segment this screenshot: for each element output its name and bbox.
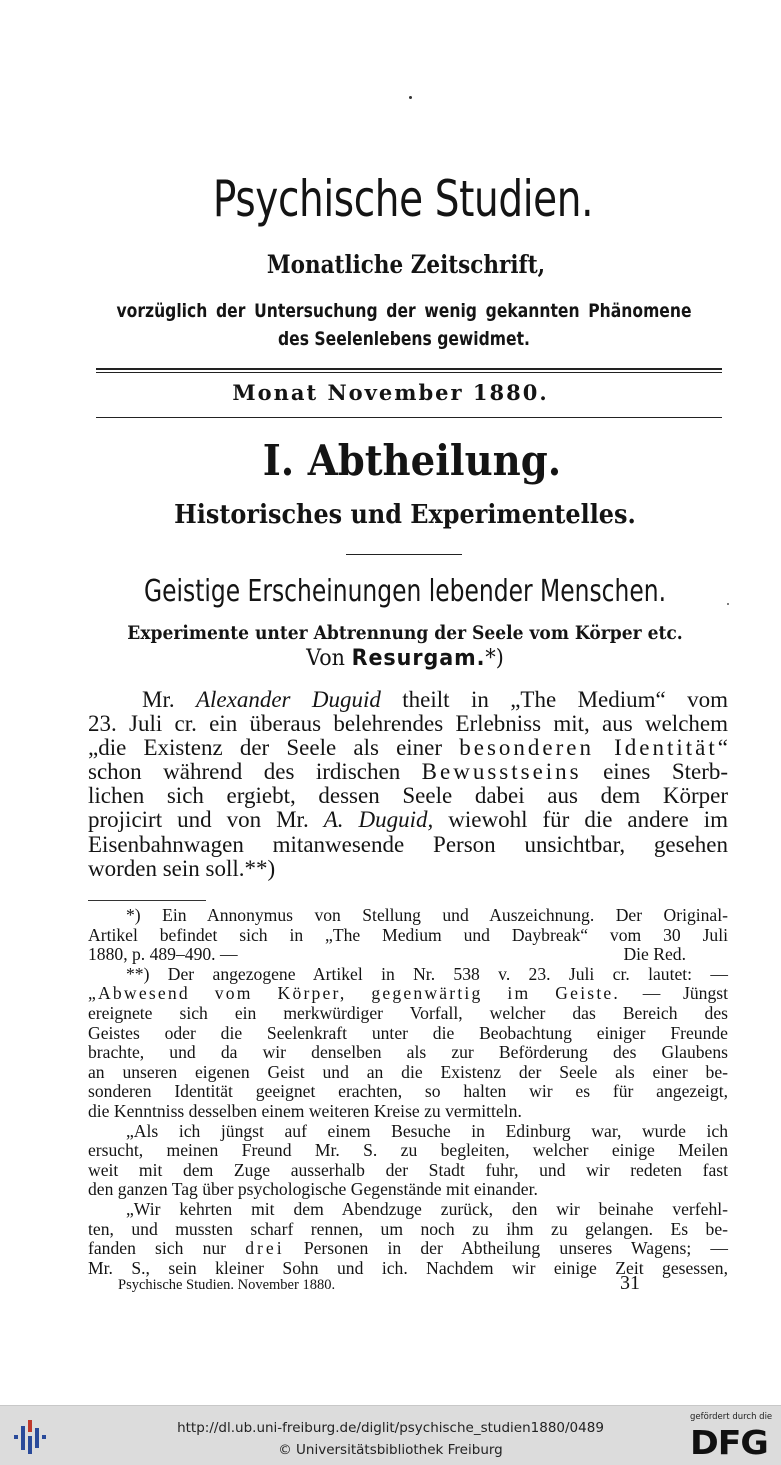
running-footer: Psychische Studien. November 1880. <box>118 1277 336 1293</box>
author-name: Resurgam. <box>351 646 486 671</box>
person-name: Alexander Duguid <box>195 687 381 712</box>
page-number: 31 <box>620 1272 640 1294</box>
viewer-footer <box>0 1405 781 1465</box>
section-divider <box>346 554 462 555</box>
body-line: worden sein soll.**) <box>88 855 276 881</box>
article-body <box>88 688 728 881</box>
article-subtitle: Experimente unter Abtrennung der Seele vom Körper etc. <box>127 622 683 644</box>
footnote-line: weit mit dem Zuge ausserhalb der Stadt fuhr, und wir redeten fast <box>88 1159 728 1180</box>
footnote-line: sonderen Identität geeignet erachten, so halten wir es für angezeigt, <box>88 1081 728 1102</box>
section-subtitle: Historisches und Experimentelles. <box>174 500 636 530</box>
journal-purpose-line2: des Seelenlebens gewidmet. <box>278 328 530 350</box>
dfg-logo: DFG <box>690 1423 768 1462</box>
footnote-line: Mr. S., sein kleiner Sohn und ich. Nachdem wir einige Zeit gesessen, <box>88 1257 728 1278</box>
footnote-line: *) Ein Annonymus von Stellung und Auszeichnung. Der Original- <box>126 905 728 925</box>
body-line: „die Existenz der Seele als einer besonderen Identität“ <box>88 735 728 761</box>
editor-signature: Die Red. <box>623 944 686 965</box>
footnote-line: brachte, und da wir denselben als zur Beförderung des Glaubens <box>88 1042 728 1063</box>
person-name: A. Duguid, <box>323 807 434 833</box>
issue-date: Monat November 1880. <box>232 380 549 405</box>
footnote-line: fanden sich nur drei Personen in der Abtheilung unseres Wagens; — <box>88 1238 728 1259</box>
footnote-line: den ganzen Tag über psychologische Gegenstände mit einander. <box>88 1179 538 1200</box>
body-line: projicirt und von Mr. A. Duguid, wiewohl für die andere im <box>88 807 729 833</box>
double-rule-top <box>96 368 722 370</box>
spaced-text: besonderen Identität <box>459 735 718 761</box>
footnote-line: ereignete sich ein merkwürdiger Vorfall, welcher das Bereich des <box>88 1002 728 1023</box>
article-byline <box>24 646 781 671</box>
footnote-line: ten, und mussten scharf rennen, um noch zu ihm zu gelangen. Es be- <box>88 1218 728 1239</box>
double-rule-bottom <box>96 372 722 373</box>
funding-note: gefördert durch die <box>690 1412 773 1422</box>
footnote-line: ersucht, meinen Freund Mr. S. zu begleiten, welcher einige Meilen <box>88 1140 728 1161</box>
footnote-line: an unseren eigenen Geist und an die Existenz der Seele als einer be- <box>88 1061 728 1082</box>
journal-title: Psychische Studien. <box>212 170 594 228</box>
body-line: Mr. Alexander Duguid theilt in „The Medium“ vom <box>142 687 728 712</box>
section-title: I. Abtheilung. <box>262 436 562 485</box>
spaced-text: Bewusstseins <box>421 759 582 785</box>
footnote-line: „Wir kehrten mit dem Abendzuge zurück, den wir beinahe verfehl- <box>126 1198 728 1219</box>
footnote-line: **) Der angezogene Artikel in Nr. 538 v. 23. Juli cr. lautet: — <box>126 963 728 984</box>
scan-speck <box>727 603 729 605</box>
footnotes <box>88 906 728 1278</box>
footnote-line: Artikel befindet sich in „The Medium und Daybreak“ vom 30 Juli <box>88 924 728 945</box>
copyright-notice: © Universitätsbibliothek Freiburg <box>278 1442 503 1458</box>
author-footnote-mark: *) <box>485 646 504 671</box>
footnote-line: 1880, p. 489–490. — Die Red. <box>88 944 686 965</box>
footnote-line: „Als ich jüngst auf einem Besuche in Edinburg war, wurde ich <box>126 1120 728 1141</box>
document-url-link[interactable]: http://dl.ub.uni-freiburg.de/diglit/psychische_studien1880/0489 <box>177 1420 604 1436</box>
body-line: Eisenbahnwagen mitanwesende Person unsichtbar, gesehen <box>88 831 728 857</box>
footnote-line: „Abwesend vom Körper, gegenwärtig im Geiste. — Jüngst <box>88 983 728 1004</box>
body-line: lichen sich ergiebt, dessen Seele dabei aus dem Körper <box>88 783 728 809</box>
byline-prefix: Von <box>306 646 346 671</box>
scan-speck <box>409 96 412 99</box>
body-line: 23. Juli cr. ein überaus belehrendes Erlebniss mit, aus welchem <box>88 711 728 737</box>
body-line: schon während des irdischen Bewusstseins eines Sterb- <box>88 759 729 785</box>
footnote-line: die Kenntniss desselben einem weiteren Kreise zu vermitteln. <box>88 1100 522 1121</box>
issue-rule <box>96 417 722 418</box>
article-title: Geistige Erscheinungen lebender Menschen. <box>143 574 667 609</box>
journal-subtitle: Monatliche Zeitschrift, <box>266 250 546 279</box>
spaced-text: „Abwesend vom Körper, gegenwärtig im Geiste. <box>88 983 621 1004</box>
journal-purpose-line1: vorzüglich der Untersuchung der wenig gekannten Phänomene <box>116 300 692 322</box>
spaced-text: drei <box>245 1238 285 1259</box>
footnote-line: Geistes oder die Seelenkraft unter die Beobachtung einiger Freunde <box>88 1022 728 1043</box>
footnote-rule <box>88 900 206 901</box>
